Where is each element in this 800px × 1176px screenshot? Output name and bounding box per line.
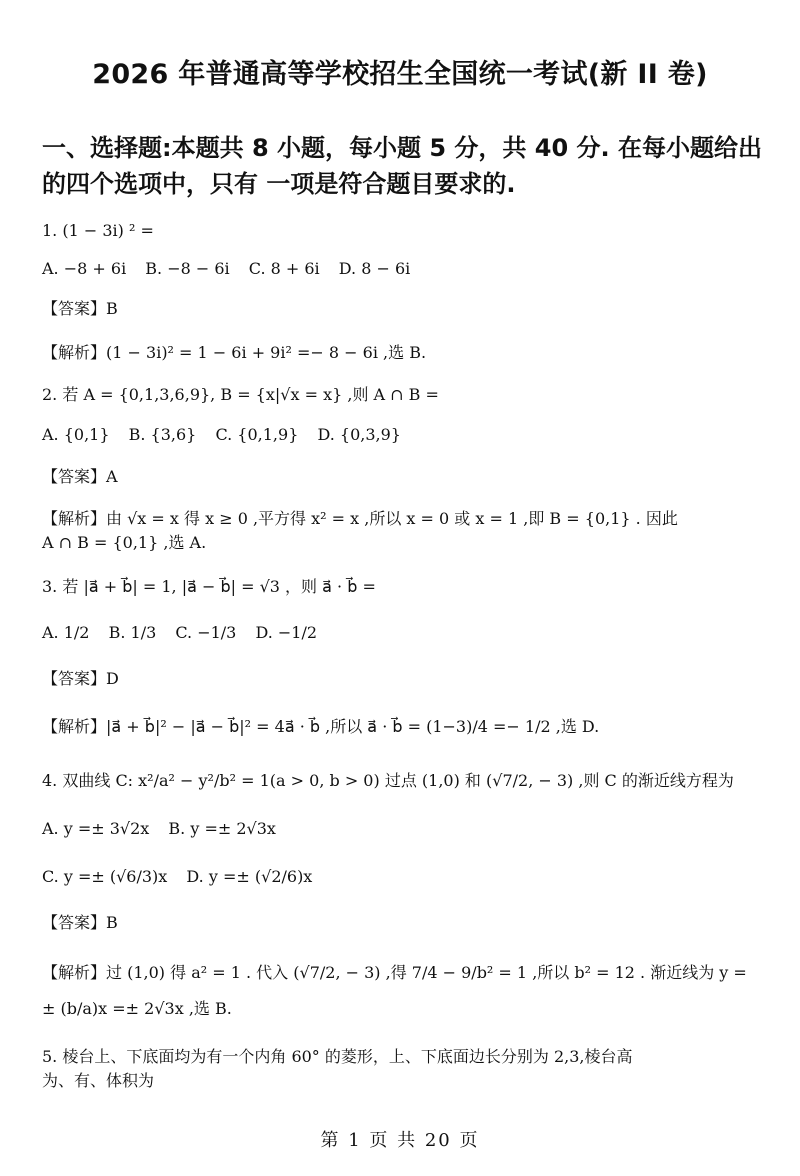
q4-stem-text: 4. 双曲线 C: x²/a² − y²/b² = 1(a > 0, b > 0) 过点 (1,0) 和 (√7/2, − 3) ,则 C 的渐近线方程为 — [42, 771, 734, 790]
q5-stem-text-1: 5. 棱台上、下底面均为有一个内角 60° 的菱形，上、下底面边长分别为 2,3,棱台高 — [42, 1047, 633, 1066]
q1-options — [42, 258, 424, 280]
section-heading: 一、选择题:本题共 8 小题，每小题 5 分，共 40 分. 在每小题给出的四个选项中，只有 一项是符合题目要求的. — [42, 134, 762, 198]
q2-stem — [42, 384, 439, 406]
q2-analysis-cont — [42, 532, 206, 554]
q1-option-c: C. 8 + 6i — [248, 259, 320, 278]
q4-analysis-text-2: ± (b/a)x =± 2√3x ,选 B. — [42, 999, 232, 1018]
q2-stem-text: 2. 若 A = {0,1,3,6,9}, B = {x|√x = x} ,则 A ∩ B = — [42, 385, 439, 404]
q4-answer — [42, 912, 118, 934]
exam-title: 2026 年普通高等学校招生全国统一考试(新 II 卷) — [92, 59, 708, 90]
q2-options — [42, 424, 415, 446]
answer-tag: 【答案】 — [42, 913, 107, 932]
q1-stem — [42, 220, 154, 242]
q3-option-b: B. 1/3 — [108, 623, 157, 642]
q4-option-d: D. y =± (√2/6)x — [186, 867, 313, 886]
q4-option-b: B. y =± 2√3x — [168, 819, 276, 838]
q1-analysis — [42, 342, 426, 364]
q2-option-b: B. {3,6} — [128, 425, 197, 444]
q3-answer — [42, 668, 119, 690]
q4-analysis-text-1: 过 (1,0) 得 a² = 1 . 代入 (√7/2, − 3) ,得 7/4 − 9/b² = 1 ,所以 b² = 12 . 渐近线为 y = — [106, 963, 747, 982]
q1-option-b: B. −8 − 6i — [145, 259, 230, 278]
q3-stem — [42, 576, 376, 598]
answer-tag: 【答案】 — [42, 467, 107, 486]
q1-analysis-text: (1 − 3i)² = 1 − 6i + 9i² =− 8 − 6i ,选 B. — [106, 343, 427, 362]
q1-answer — [42, 298, 118, 320]
q4-answer-value: B — [106, 913, 118, 932]
q2-analysis — [42, 508, 678, 530]
q2-option-a: A. {0,1} — [42, 425, 110, 444]
q3-analysis — [42, 716, 599, 738]
q5-stem — [42, 1046, 633, 1068]
q1-stem-text: 1. (1 − 3i) ² = — [42, 221, 154, 240]
q3-option-d: D. −1/2 — [255, 623, 318, 642]
analysis-tag: 【解析】 — [42, 509, 107, 528]
q5-stem-cont — [42, 1070, 154, 1092]
q4-option-c: C. y =± (√6/3)x — [42, 867, 168, 886]
q4-stem — [42, 770, 734, 792]
q2-option-c: C. {0,1,9} — [215, 425, 299, 444]
q3-analysis-text: |a⃗ + b⃗|² − |a⃗ − b⃗|² = 4a⃗ · b⃗ ,所以 a⃗ · b⃗ = (1−3)/4 =− 1/2 ,选 D. — [106, 717, 600, 736]
q2-analysis-text-2: A ∩ B = {0,1} ,选 A. — [42, 533, 207, 552]
page-footer: 第 1 页 共 20 页 — [320, 1130, 480, 1151]
answer-tag: 【答案】 — [42, 299, 107, 318]
q4-analysis-cont — [42, 998, 232, 1020]
q3-stem-text: 3. 若 |a⃗ + b⃗| = 1, |a⃗ − b⃗| = √3 ，则 a⃗ · b⃗ = — [42, 577, 376, 596]
q2-analysis-text-1: 由 √x = x 得 x ≥ 0 ,平方得 x² = x ,所以 x = 0 或 x = 1 ,即 B = {0,1} . 因此 — [106, 509, 678, 528]
q3-option-c: C. −1/3 — [175, 623, 237, 642]
analysis-tag: 【解析】 — [42, 717, 107, 736]
q5-stem-text-2: 为、有、体积为 — [42, 1071, 155, 1090]
q4-analysis — [42, 962, 747, 984]
q4-options-ab — [42, 818, 290, 840]
analysis-tag: 【解析】 — [42, 343, 107, 362]
q2-answer — [42, 466, 118, 488]
q2-option-d: D. {0,3,9} — [317, 425, 401, 444]
q4-options-cd — [42, 866, 326, 888]
q2-answer-value: A — [106, 467, 118, 486]
analysis-tag: 【解析】 — [42, 963, 107, 982]
q1-option-d: D. 8 − 6i — [338, 259, 411, 278]
q4-option-a: A. y =± 3√2x — [42, 819, 150, 838]
q3-option-a: A. 1/2 — [42, 623, 90, 642]
q1-answer-value: B — [106, 299, 118, 318]
answer-tag: 【答案】 — [42, 669, 107, 688]
q3-answer-value: D — [106, 669, 119, 688]
q1-option-a: A. −8 + 6i — [42, 259, 127, 278]
q3-options — [42, 622, 331, 644]
